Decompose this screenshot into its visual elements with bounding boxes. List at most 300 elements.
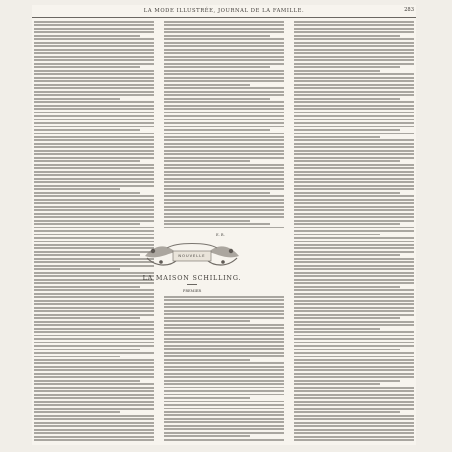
text-line: [164, 411, 284, 413]
text-line: [34, 261, 154, 263]
text-line: [34, 415, 154, 417]
text-line: [294, 209, 414, 211]
text-line: [34, 73, 154, 75]
text-line: [294, 77, 414, 79]
text-line: [164, 45, 284, 47]
text-line: [164, 94, 284, 96]
text-line: [34, 258, 154, 260]
text-line: [164, 195, 284, 197]
text-line: [294, 244, 414, 246]
text-line: [34, 70, 154, 72]
banner-label: NOUVELLE: [178, 254, 206, 258]
story-title: LA MAISON SCHILLING.: [142, 274, 242, 282]
text-line: [34, 422, 154, 424]
text-line: [294, 310, 414, 312]
text-line: [34, 223, 140, 225]
text-line: [164, 425, 284, 427]
text-line: [294, 112, 414, 114]
text-line: [34, 282, 154, 284]
text-line: [294, 279, 414, 281]
text-line: [164, 73, 284, 75]
text-line: [294, 303, 414, 305]
text-line: [164, 174, 284, 176]
text-line: [294, 293, 414, 295]
text-line: [34, 321, 154, 323]
text-line: [164, 331, 284, 333]
text-line: [34, 195, 154, 197]
text-line: [34, 408, 154, 410]
text-line: [294, 206, 414, 208]
text-line: [294, 49, 414, 51]
text-line: [34, 91, 154, 93]
title-divider: [187, 284, 197, 285]
text-line: [34, 115, 154, 117]
text-line: [34, 335, 154, 337]
text-line: [294, 289, 414, 291]
text-line: [294, 115, 414, 117]
text-line: [34, 52, 154, 54]
text-line: [34, 247, 154, 249]
text-line: [34, 362, 154, 364]
text-line: [164, 227, 284, 229]
text-line: [34, 108, 154, 110]
text-line: [294, 397, 414, 399]
text-line: [34, 143, 154, 145]
text-line: [294, 261, 414, 263]
text-line: [34, 24, 154, 26]
text-line: [34, 425, 154, 427]
text-line: [34, 300, 154, 302]
text-line: [294, 105, 414, 107]
text-line: [34, 188, 120, 190]
text-line: [34, 112, 154, 114]
text-line: [164, 355, 284, 357]
text-line: [34, 167, 154, 169]
text-line: [294, 314, 414, 316]
text-line: [34, 181, 154, 183]
text-line: [294, 167, 414, 169]
text-line: [34, 268, 120, 270]
text-line: [294, 418, 414, 420]
text-line: [294, 422, 414, 424]
text-line: [34, 293, 154, 295]
text-line: [34, 401, 154, 403]
text-line: [164, 167, 284, 169]
text-line: [294, 258, 414, 260]
text-line: [164, 115, 284, 117]
text-line: [164, 157, 284, 159]
text-line: [164, 108, 284, 110]
text-line: [164, 199, 284, 201]
text-line: [294, 356, 414, 358]
text-line: [34, 153, 154, 155]
text-line: [164, 188, 284, 190]
text-line: [34, 397, 154, 399]
text-line: [164, 296, 284, 298]
text-line: [164, 49, 284, 51]
text-line: [34, 122, 154, 124]
text-line: [34, 164, 154, 166]
text-line: [34, 310, 154, 312]
text-line: [294, 94, 414, 96]
text-line: [164, 59, 284, 61]
text-line: [294, 195, 414, 197]
text-line: [164, 408, 284, 410]
text-line: [164, 418, 284, 420]
text-line: [294, 84, 414, 86]
text-line: [34, 77, 154, 79]
text-line: [164, 98, 270, 100]
text-line: [294, 35, 400, 37]
text-line: [34, 383, 154, 385]
text-line: [34, 418, 154, 420]
text-line: [34, 307, 154, 309]
text-line: [164, 397, 250, 399]
text-line: [34, 251, 154, 253]
text-line: [34, 87, 154, 89]
text-line: [294, 324, 414, 326]
text-line: [34, 286, 140, 288]
text-line: [294, 220, 414, 222]
text-line: [164, 160, 250, 162]
text-line: [164, 153, 284, 155]
text-line: [294, 21, 414, 23]
text-line: [294, 369, 414, 371]
text-line: [34, 206, 154, 208]
text-line: [294, 181, 414, 183]
text-line: [294, 66, 400, 68]
text-line: [34, 359, 154, 361]
text-line: [294, 359, 414, 361]
text-line: [34, 28, 154, 30]
text-line: [294, 268, 414, 270]
text-line: [294, 119, 414, 121]
text-line: [34, 314, 154, 316]
text-line: [164, 112, 284, 114]
text-line: [34, 234, 154, 236]
text-line: [164, 35, 270, 37]
text-line: [294, 91, 414, 93]
text-line: [34, 349, 140, 351]
text-line: [34, 213, 154, 215]
text-line: [164, 387, 284, 389]
text-line: [34, 157, 154, 159]
text-line: [164, 139, 284, 141]
text-line: [34, 129, 140, 131]
text-line: [294, 213, 414, 215]
text-line: [294, 143, 414, 145]
text-line: [164, 223, 270, 225]
text-line: [34, 136, 154, 138]
text-line: [164, 390, 284, 392]
text-line: [294, 108, 414, 110]
text-line: [34, 390, 154, 392]
text-line: [294, 362, 414, 364]
text-line: [294, 234, 380, 236]
text-line: [294, 98, 400, 100]
text-line: [34, 432, 154, 434]
text-line: [164, 394, 284, 396]
column-middle: [164, 21, 284, 230]
text-line: [164, 327, 284, 329]
text-line: [34, 150, 154, 152]
text-line: [34, 171, 154, 173]
text-line: [34, 94, 154, 96]
text-line: [34, 436, 154, 438]
text-line: [294, 439, 414, 441]
text-line: [164, 185, 284, 187]
text-line: [294, 328, 380, 330]
text-line: [164, 338, 284, 340]
text-line: [34, 42, 154, 44]
column-right: [294, 21, 414, 443]
text-line: [34, 49, 154, 51]
text-line: [34, 35, 140, 37]
text-line: [294, 28, 414, 30]
text-line: [164, 414, 284, 416]
text-line: [164, 220, 250, 222]
text-line: [294, 241, 414, 243]
text-line: [164, 66, 270, 68]
text-line: [164, 306, 284, 308]
text-line: [164, 341, 284, 343]
text-line: [164, 24, 284, 26]
text-line: [294, 401, 414, 403]
text-line: [294, 63, 414, 65]
text-line: [294, 335, 414, 337]
text-line: [34, 411, 120, 413]
text-line: [294, 373, 414, 375]
text-line: [294, 415, 414, 417]
text-line: [34, 352, 154, 354]
text-line: [294, 390, 414, 392]
text-line: [164, 192, 270, 194]
text-line: [34, 387, 154, 389]
text-line: [294, 383, 380, 385]
text-line: [34, 199, 154, 201]
text-line: [294, 411, 400, 413]
text-line: [164, 143, 284, 145]
text-line: [294, 185, 414, 187]
text-line: [164, 206, 284, 208]
text-line: [294, 160, 400, 162]
text-line: [34, 366, 154, 368]
text-line: [294, 265, 414, 267]
text-line: [294, 38, 414, 40]
text-line: [294, 42, 414, 44]
text-line: [164, 133, 284, 135]
text-line: [34, 126, 154, 128]
text-line: [34, 237, 154, 239]
text-line: [294, 296, 414, 298]
text-line: [164, 91, 284, 93]
column-middle-lower: [164, 296, 284, 442]
text-line: [294, 404, 414, 406]
text-line: [164, 216, 284, 218]
text-line: [34, 178, 154, 180]
text-line: [294, 150, 414, 152]
text-line: [34, 59, 154, 61]
text-line: [294, 80, 414, 82]
text-line: [294, 282, 414, 284]
text-line: [34, 192, 140, 194]
text-line: [164, 213, 284, 215]
text-line: [34, 216, 154, 218]
text-line: [34, 241, 154, 243]
text-line: [294, 157, 414, 159]
text-line: [294, 52, 414, 54]
text-line: [164, 383, 284, 385]
text-line: [294, 237, 414, 239]
text-line: [34, 338, 154, 340]
text-line: [34, 439, 154, 441]
text-line: [164, 84, 250, 86]
text-line: [294, 70, 380, 72]
text-line: [164, 320, 250, 322]
text-line: [294, 126, 414, 128]
text-line: [294, 275, 414, 277]
text-line: [34, 119, 154, 121]
text-line: [34, 80, 154, 82]
text-line: [294, 345, 414, 347]
text-line: [294, 192, 400, 194]
text-line: [164, 404, 284, 406]
column-left: [34, 21, 154, 443]
text-line: [164, 52, 284, 54]
page-number: 283: [404, 7, 414, 13]
text-line: [164, 209, 284, 211]
text-line: [164, 119, 284, 121]
text-line: [294, 129, 400, 131]
text-line: [34, 376, 154, 378]
text-line: [294, 174, 414, 176]
text-line: [164, 126, 284, 128]
text-line: [164, 376, 284, 378]
text-line: [294, 171, 414, 173]
text-line: [164, 63, 284, 65]
text-line: [164, 345, 284, 347]
text-line: [164, 317, 284, 319]
text-line: [34, 230, 154, 232]
text-line: [34, 244, 154, 246]
text-line: [294, 139, 414, 141]
text-line: [34, 98, 120, 100]
text-line: [164, 439, 284, 441]
text-line: [164, 146, 284, 148]
text-line: [294, 178, 414, 180]
text-line: [34, 254, 140, 256]
text-line: [164, 42, 284, 44]
text-line: [164, 401, 284, 403]
text-line: [34, 369, 154, 371]
nouvelle-banner: [137, 242, 247, 270]
text-line: [294, 321, 414, 323]
text-line: [164, 435, 250, 437]
text-line: [294, 45, 414, 47]
text-line: [34, 146, 154, 148]
text-line: [164, 181, 284, 183]
text-line: [34, 66, 140, 68]
text-line: [294, 227, 414, 229]
article-signature: E. R.: [216, 233, 225, 237]
text-line: [34, 185, 154, 187]
text-line: [164, 369, 284, 371]
text-line: [164, 299, 284, 301]
text-line: [34, 289, 154, 291]
text-line: [294, 247, 414, 249]
text-line: [164, 136, 284, 138]
text-line: [294, 408, 414, 410]
text-line: [164, 366, 284, 368]
text-line: [164, 362, 284, 364]
text-line: [34, 21, 154, 23]
text-line: [164, 380, 284, 382]
text-line: [294, 31, 414, 33]
text-line: [164, 373, 284, 375]
text-line: [294, 349, 400, 351]
text-line: [294, 317, 400, 319]
text-line: [164, 87, 284, 89]
text-line: [294, 429, 414, 431]
text-line: [34, 63, 154, 65]
text-line: [164, 178, 284, 180]
text-line: [164, 348, 284, 350]
text-line: [294, 230, 414, 232]
text-line: [164, 428, 284, 430]
text-line: [34, 133, 154, 135]
text-line: [34, 202, 154, 204]
text-line: [294, 202, 414, 204]
text-line: [294, 272, 414, 274]
text-line: [294, 251, 414, 253]
text-line: [164, 56, 284, 58]
text-line: [294, 216, 414, 218]
text-line: [34, 56, 154, 58]
text-line: [34, 38, 154, 40]
text-line: [294, 164, 414, 166]
text-line: [294, 59, 414, 61]
text-line: [164, 334, 284, 336]
text-line: [34, 303, 154, 305]
text-line: [34, 84, 154, 86]
text-line: [34, 404, 154, 406]
text-line: [164, 359, 250, 361]
text-line: [34, 209, 154, 211]
text-line: [294, 223, 400, 225]
text-line: [164, 101, 284, 103]
chapter-heading: PREMIER: [182, 289, 202, 293]
text-line: [34, 380, 140, 382]
text-line: [34, 331, 154, 333]
page-header: LA MODE ILLUSTRÉE, JOURNAL DE LA FAMILLE.: [143, 8, 305, 14]
text-line: [34, 220, 154, 222]
text-line: [34, 317, 140, 319]
text-line: [34, 265, 154, 267]
text-line: [34, 345, 154, 347]
text-line: [164, 164, 284, 166]
text-line: [34, 328, 154, 330]
text-line: [164, 70, 284, 72]
text-line: [294, 87, 414, 89]
text-line: [294, 136, 380, 138]
text-line: [164, 150, 284, 152]
text-line: [34, 101, 154, 103]
text-line: [294, 394, 414, 396]
text-line: [34, 227, 154, 229]
header-rule: [32, 17, 416, 18]
text-line: [294, 133, 414, 135]
text-line: [164, 171, 284, 173]
